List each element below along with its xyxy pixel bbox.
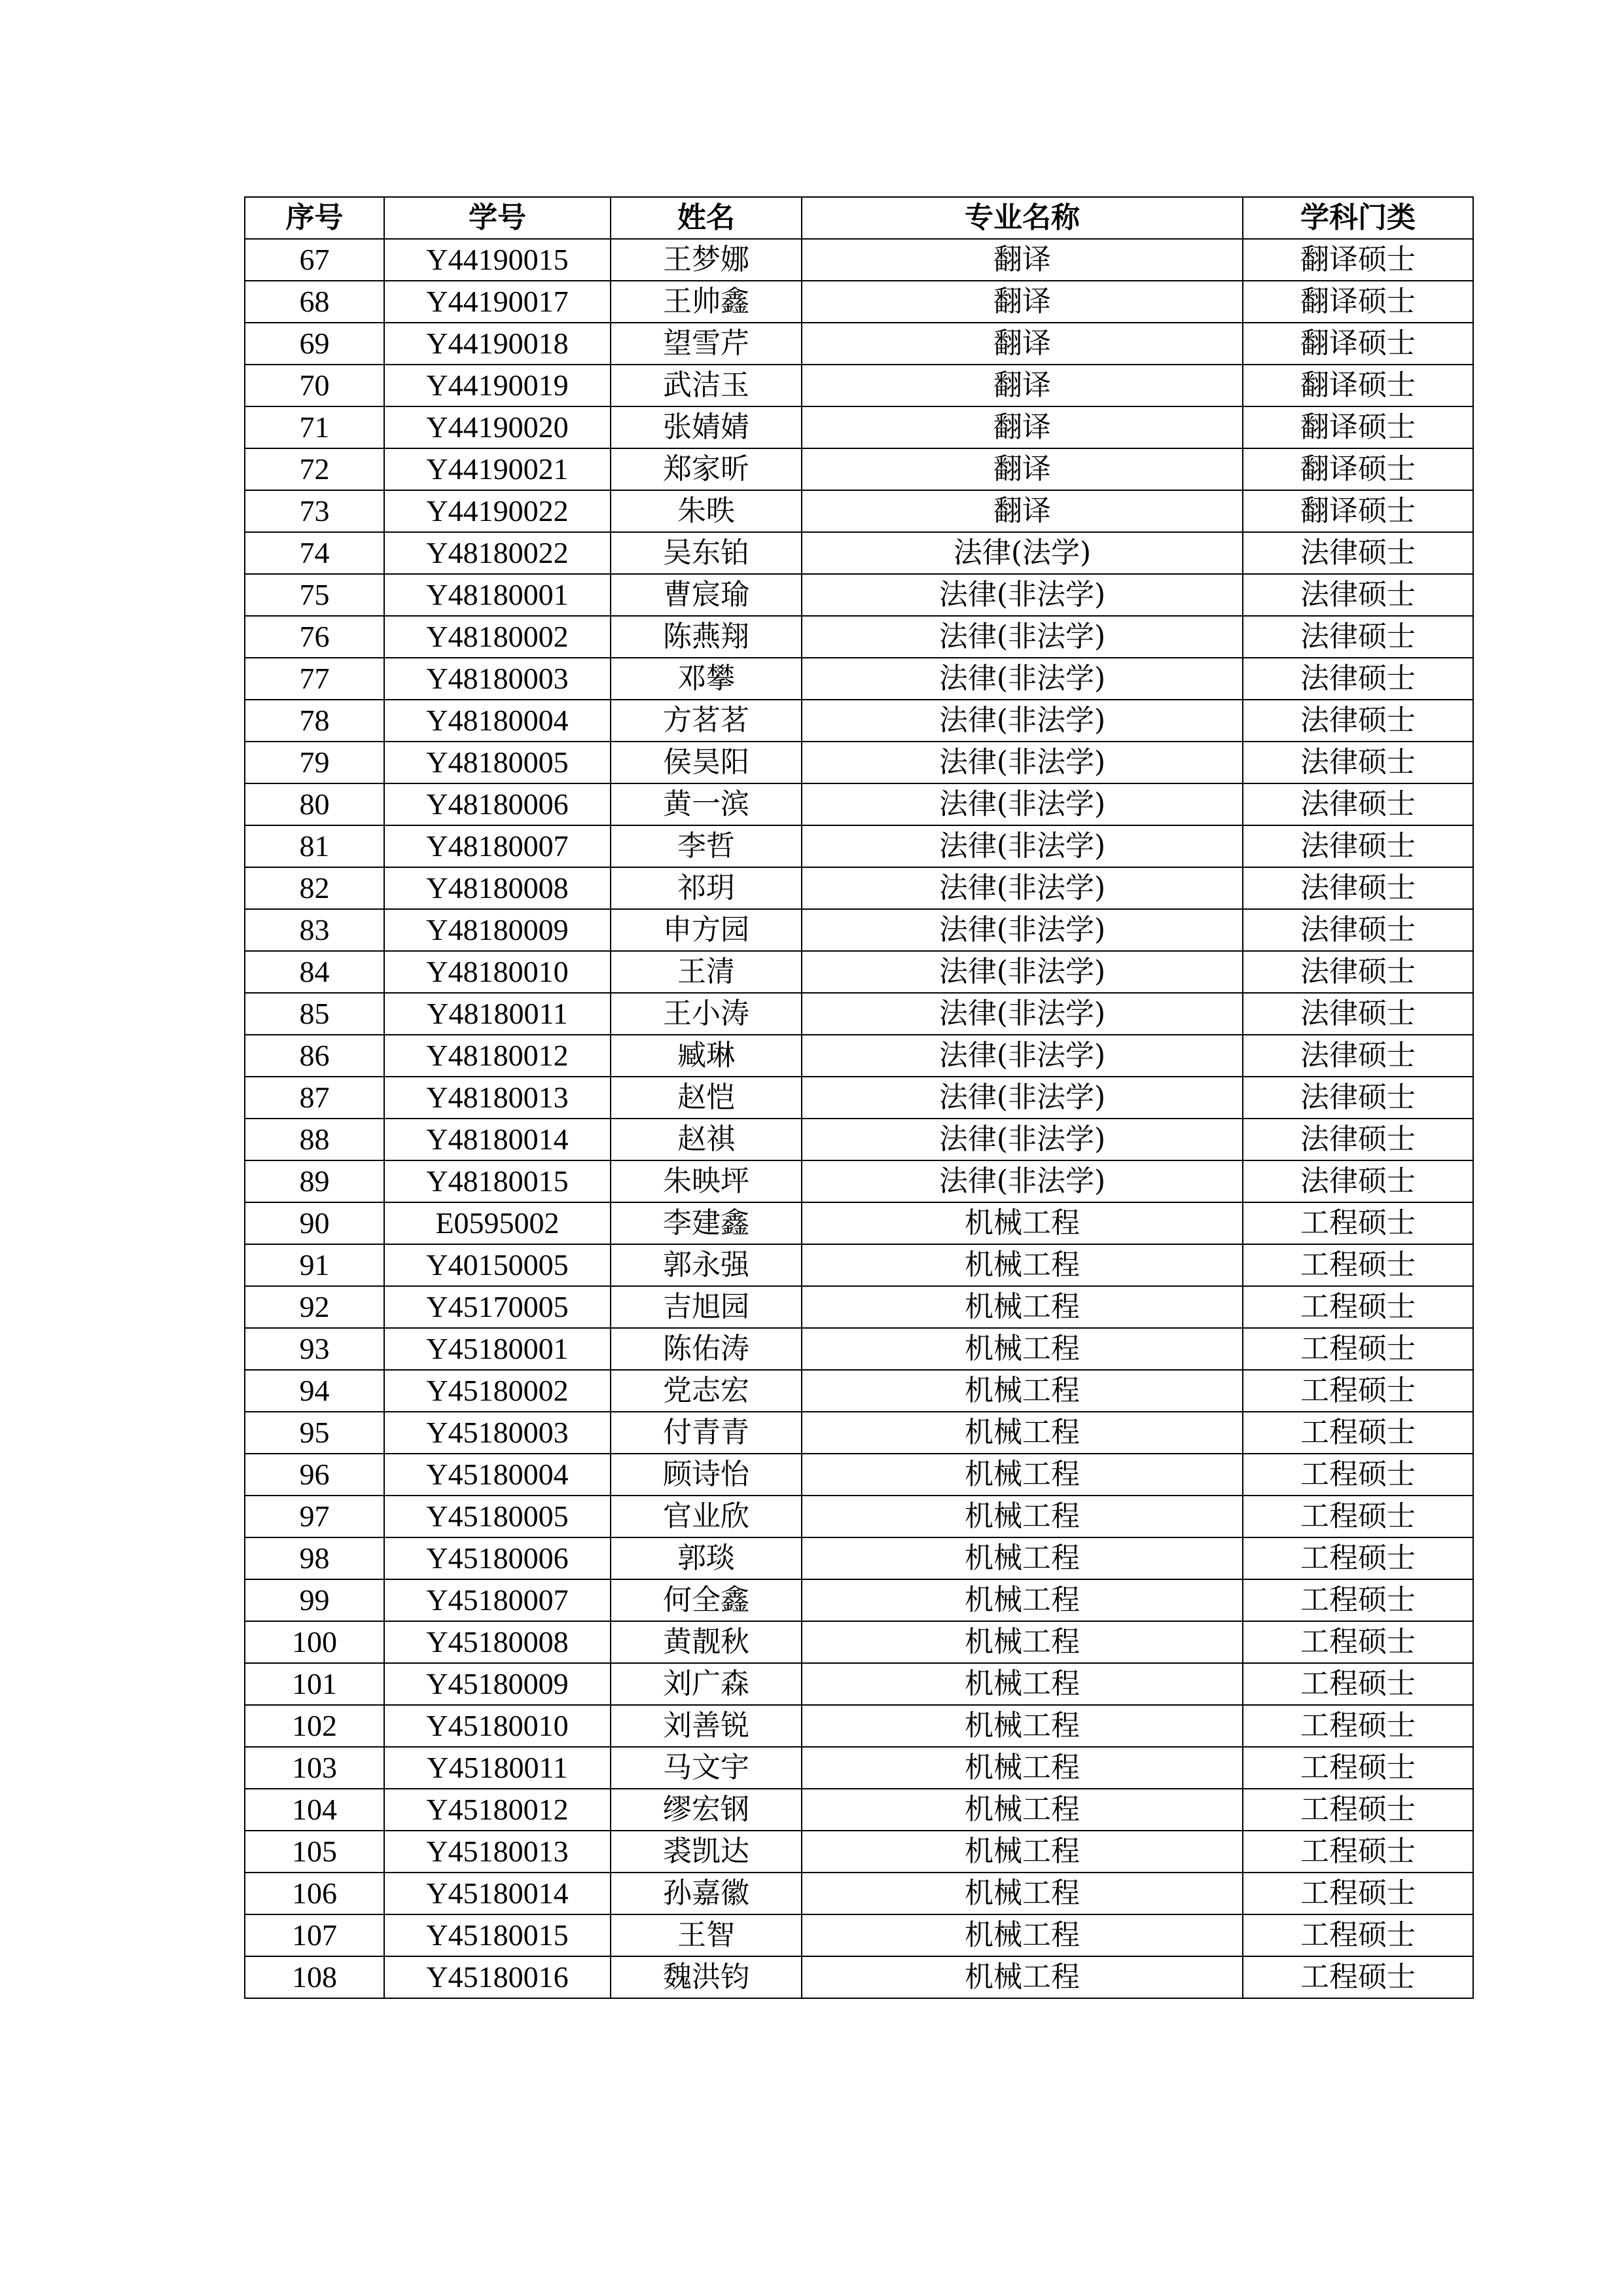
cell-serial-number: 106: [245, 1873, 384, 1914]
cell-major: 法律(非法学): [802, 1077, 1243, 1119]
cell-discipline: 工程硕士: [1243, 1244, 1473, 1286]
cell-student-id: Y45180007: [384, 1579, 611, 1621]
cell-discipline: 翻译硕士: [1243, 406, 1473, 448]
table-header: [245, 197, 1473, 239]
cell-major: 法律(非法学): [802, 783, 1243, 825]
cell-major: 翻译: [802, 281, 1243, 323]
cell-serial-number: 103: [245, 1747, 384, 1789]
cell-discipline: 工程硕士: [1243, 1747, 1473, 1789]
cell-serial-number: 89: [245, 1160, 384, 1202]
cell-student-id: Y48180014: [384, 1119, 611, 1160]
cell-student-id: Y45180014: [384, 1873, 611, 1914]
cell-major: 机械工程: [802, 1621, 1243, 1663]
cell-discipline: 法律硕士: [1243, 532, 1473, 574]
cell-name: 官业欣: [611, 1496, 802, 1537]
cell-student-id: Y44190015: [384, 239, 611, 281]
cell-major: 法律(法学): [802, 532, 1243, 574]
cell-discipline: 法律硕士: [1243, 783, 1473, 825]
cell-major: 翻译: [802, 323, 1243, 365]
cell-serial-number: 67: [245, 239, 384, 281]
cell-discipline: 工程硕士: [1243, 1202, 1473, 1244]
cell-discipline: 法律硕士: [1243, 616, 1473, 658]
cell-student-id: Y45180001: [384, 1328, 611, 1370]
cell-name: 陈佑涛: [611, 1328, 802, 1370]
cell-discipline: 翻译硕士: [1243, 448, 1473, 490]
header-major: 专业名称: [802, 197, 1243, 239]
cell-student-id: Y48180011: [384, 993, 611, 1035]
cell-discipline: 法律硕士: [1243, 867, 1473, 909]
cell-student-id: Y45180005: [384, 1496, 611, 1537]
cell-name: 刘广森: [611, 1663, 802, 1705]
cell-student-id: Y45180008: [384, 1621, 611, 1663]
cell-name: 张婧婧: [611, 406, 802, 448]
cell-name: 赵祺: [611, 1119, 802, 1160]
table-row: [245, 448, 1473, 490]
table-row: [245, 1412, 1473, 1454]
cell-name: 王小涛: [611, 993, 802, 1035]
cell-name: 祁玥: [611, 867, 802, 909]
table-row: [245, 1663, 1473, 1705]
table-row: [245, 1244, 1473, 1286]
table-row: [245, 1956, 1473, 1998]
student-roster-table: [244, 196, 1474, 1999]
cell-major: 机械工程: [802, 1914, 1243, 1956]
cell-student-id: Y48180015: [384, 1160, 611, 1202]
table-row: [245, 1286, 1473, 1328]
table-row: [245, 1454, 1473, 1496]
cell-student-id: Y48180005: [384, 742, 611, 783]
cell-discipline: 法律硕士: [1243, 909, 1473, 951]
cell-name: 李哲: [611, 825, 802, 867]
cell-major: 法律(非法学): [802, 1119, 1243, 1160]
header-student-id: 学号: [384, 197, 611, 239]
cell-serial-number: 68: [245, 281, 384, 323]
cell-serial-number: 102: [245, 1705, 384, 1747]
table-row: [245, 239, 1473, 281]
cell-major: 机械工程: [802, 1579, 1243, 1621]
cell-serial-number: 70: [245, 365, 384, 406]
cell-name: 缪宏钢: [611, 1789, 802, 1831]
cell-discipline: 翻译硕士: [1243, 239, 1473, 281]
cell-student-id: Y48180022: [384, 532, 611, 574]
cell-student-id: Y48180006: [384, 783, 611, 825]
cell-discipline: 翻译硕士: [1243, 281, 1473, 323]
cell-student-id: Y48180008: [384, 867, 611, 909]
cell-name: 侯昊阳: [611, 742, 802, 783]
cell-major: 法律(非法学): [802, 825, 1243, 867]
cell-serial-number: 94: [245, 1370, 384, 1412]
cell-serial-number: 81: [245, 825, 384, 867]
table-row: [245, 281, 1473, 323]
cell-major: 机械工程: [802, 1286, 1243, 1328]
cell-name: 郭永强: [611, 1244, 802, 1286]
table-row: [245, 1747, 1473, 1789]
table-row: [245, 700, 1473, 742]
cell-major: 机械工程: [802, 1496, 1243, 1537]
cell-discipline: 法律硕士: [1243, 1035, 1473, 1077]
cell-serial-number: 78: [245, 700, 384, 742]
table-row: [245, 323, 1473, 365]
table-row: [245, 365, 1473, 406]
cell-discipline: 工程硕士: [1243, 1956, 1473, 1998]
table-row: [245, 825, 1473, 867]
cell-student-id: Y45180012: [384, 1789, 611, 1831]
header-discipline: 学科门类: [1243, 197, 1473, 239]
cell-student-id: Y44190020: [384, 406, 611, 448]
cell-discipline: 法律硕士: [1243, 951, 1473, 993]
cell-serial-number: 79: [245, 742, 384, 783]
cell-major: 机械工程: [802, 1244, 1243, 1286]
cell-student-id: Y48180009: [384, 909, 611, 951]
cell-serial-number: 92: [245, 1286, 384, 1328]
table-row: [245, 406, 1473, 448]
table-row: [245, 1789, 1473, 1831]
cell-student-id: Y48180002: [384, 616, 611, 658]
cell-major: 机械工程: [802, 1747, 1243, 1789]
cell-discipline: 翻译硕士: [1243, 490, 1473, 532]
cell-name: 朱映坪: [611, 1160, 802, 1202]
cell-major: 法律(非法学): [802, 867, 1243, 909]
cell-name: 魏洪钧: [611, 1956, 802, 1998]
table-row: [245, 574, 1473, 616]
cell-serial-number: 108: [245, 1956, 384, 1998]
table-row: [245, 532, 1473, 574]
cell-discipline: 工程硕士: [1243, 1412, 1473, 1454]
cell-serial-number: 76: [245, 616, 384, 658]
cell-student-id: Y45180010: [384, 1705, 611, 1747]
table-row: [245, 1914, 1473, 1956]
cell-discipline: 工程硕士: [1243, 1831, 1473, 1873]
table-row: [245, 867, 1473, 909]
cell-serial-number: 90: [245, 1202, 384, 1244]
table-row: [245, 1035, 1473, 1077]
header-name: 姓名: [611, 197, 802, 239]
cell-serial-number: 86: [245, 1035, 384, 1077]
cell-student-id: Y48180010: [384, 951, 611, 993]
cell-student-id: Y48180001: [384, 574, 611, 616]
cell-name: 裘凯达: [611, 1831, 802, 1873]
cell-discipline: 法律硕士: [1243, 825, 1473, 867]
cell-major: 机械工程: [802, 1873, 1243, 1914]
cell-major: 法律(非法学): [802, 742, 1243, 783]
cell-major: 法律(非法学): [802, 993, 1243, 1035]
cell-discipline: 法律硕士: [1243, 993, 1473, 1035]
cell-major: 机械工程: [802, 1412, 1243, 1454]
table-row: [245, 1831, 1473, 1873]
cell-student-id: Y45180013: [384, 1831, 611, 1873]
cell-serial-number: 77: [245, 658, 384, 700]
cell-major: 机械工程: [802, 1537, 1243, 1579]
cell-student-id: Y44190019: [384, 365, 611, 406]
cell-name: 陈燕翔: [611, 616, 802, 658]
table-row: [245, 1496, 1473, 1537]
cell-student-id: Y48180004: [384, 700, 611, 742]
cell-serial-number: 101: [245, 1663, 384, 1705]
cell-discipline: 工程硕士: [1243, 1328, 1473, 1370]
cell-serial-number: 83: [245, 909, 384, 951]
cell-discipline: 工程硕士: [1243, 1496, 1473, 1537]
cell-name: 臧琳: [611, 1035, 802, 1077]
cell-serial-number: 87: [245, 1077, 384, 1119]
cell-major: 法律(非法学): [802, 658, 1243, 700]
cell-major: 法律(非法学): [802, 574, 1243, 616]
cell-student-id: Y44190022: [384, 490, 611, 532]
cell-name: 申方园: [611, 909, 802, 951]
cell-student-id: Y45180003: [384, 1412, 611, 1454]
table-row: [245, 1370, 1473, 1412]
cell-name: 方茗茗: [611, 700, 802, 742]
cell-name: 邓攀: [611, 658, 802, 700]
cell-student-id: Y44190018: [384, 323, 611, 365]
cell-major: 翻译: [802, 239, 1243, 281]
table-row: [245, 783, 1473, 825]
cell-student-id: Y45180015: [384, 1914, 611, 1956]
table-row: [245, 993, 1473, 1035]
cell-major: 翻译: [802, 490, 1243, 532]
cell-name: 吉旭园: [611, 1286, 802, 1328]
cell-serial-number: 74: [245, 532, 384, 574]
cell-serial-number: 84: [245, 951, 384, 993]
cell-name: 郑家昕: [611, 448, 802, 490]
cell-serial-number: 88: [245, 1119, 384, 1160]
cell-major: 法律(非法学): [802, 616, 1243, 658]
cell-student-id: Y40150005: [384, 1244, 611, 1286]
cell-name: 王梦娜: [611, 239, 802, 281]
table-row: [245, 616, 1473, 658]
cell-major: 翻译: [802, 448, 1243, 490]
cell-major: 机械工程: [802, 1831, 1243, 1873]
cell-serial-number: 104: [245, 1789, 384, 1831]
cell-major: 法律(非法学): [802, 909, 1243, 951]
cell-discipline: 工程硕士: [1243, 1537, 1473, 1579]
cell-name: 马文宇: [611, 1747, 802, 1789]
table-row: [245, 490, 1473, 532]
cell-discipline: 法律硕士: [1243, 1077, 1473, 1119]
cell-student-id: Y45180009: [384, 1663, 611, 1705]
cell-serial-number: 73: [245, 490, 384, 532]
cell-name: 顾诗怡: [611, 1454, 802, 1496]
cell-serial-number: 80: [245, 783, 384, 825]
cell-discipline: 法律硕士: [1243, 700, 1473, 742]
table-row: [245, 1537, 1473, 1579]
cell-serial-number: 91: [245, 1244, 384, 1286]
cell-serial-number: 97: [245, 1496, 384, 1537]
cell-student-id: Y48180007: [384, 825, 611, 867]
cell-major: 翻译: [802, 365, 1243, 406]
cell-major: 法律(非法学): [802, 1035, 1243, 1077]
cell-name: 何全鑫: [611, 1579, 802, 1621]
cell-student-id: Y44190017: [384, 281, 611, 323]
cell-name: 王智: [611, 1914, 802, 1956]
table-row: [245, 1873, 1473, 1914]
table-row: [245, 1579, 1473, 1621]
table-row: [245, 1119, 1473, 1160]
cell-serial-number: 82: [245, 867, 384, 909]
cell-serial-number: 72: [245, 448, 384, 490]
cell-discipline: 法律硕士: [1243, 742, 1473, 783]
cell-major: 机械工程: [802, 1202, 1243, 1244]
cell-serial-number: 98: [245, 1537, 384, 1579]
cell-serial-number: 85: [245, 993, 384, 1035]
cell-major: 机械工程: [802, 1328, 1243, 1370]
cell-major: 法律(非法学): [802, 700, 1243, 742]
cell-name: 望雪芹: [611, 323, 802, 365]
cell-name: 刘善锐: [611, 1705, 802, 1747]
cell-name: 吴东铂: [611, 532, 802, 574]
cell-name: 朱昳: [611, 490, 802, 532]
cell-student-id: Y48180012: [384, 1035, 611, 1077]
cell-serial-number: 99: [245, 1579, 384, 1621]
cell-name: 王帅鑫: [611, 281, 802, 323]
table-body: [245, 239, 1473, 1998]
cell-discipline: 法律硕士: [1243, 574, 1473, 616]
table-row: [245, 909, 1473, 951]
cell-serial-number: 69: [245, 323, 384, 365]
cell-name: 曹宸瑜: [611, 574, 802, 616]
cell-major: 翻译: [802, 406, 1243, 448]
cell-student-id: Y48180003: [384, 658, 611, 700]
cell-serial-number: 100: [245, 1621, 384, 1663]
table-row: [245, 1328, 1473, 1370]
cell-serial-number: 95: [245, 1412, 384, 1454]
cell-name: 武洁玉: [611, 365, 802, 406]
cell-name: 黄靓秋: [611, 1621, 802, 1663]
cell-discipline: 工程硕士: [1243, 1454, 1473, 1496]
cell-student-id: Y48180013: [384, 1077, 611, 1119]
cell-discipline: 法律硕士: [1243, 1119, 1473, 1160]
cell-major: 机械工程: [802, 1454, 1243, 1496]
cell-student-id: Y45180006: [384, 1537, 611, 1579]
cell-major: 机械工程: [802, 1705, 1243, 1747]
cell-major: 法律(非法学): [802, 951, 1243, 993]
cell-major: 机械工程: [802, 1663, 1243, 1705]
cell-student-id: Y45170005: [384, 1286, 611, 1328]
cell-student-id: Y45180004: [384, 1454, 611, 1496]
cell-student-id: Y45180016: [384, 1956, 611, 1998]
cell-serial-number: 75: [245, 574, 384, 616]
cell-name: 李建鑫: [611, 1202, 802, 1244]
table-row: [245, 1202, 1473, 1244]
table-row: [245, 1077, 1473, 1119]
cell-student-id: Y45180011: [384, 1747, 611, 1789]
cell-discipline: 工程硕士: [1243, 1286, 1473, 1328]
cell-name: 赵恺: [611, 1077, 802, 1119]
cell-discipline: 工程硕士: [1243, 1663, 1473, 1705]
cell-major: 机械工程: [802, 1789, 1243, 1831]
cell-discipline: 法律硕士: [1243, 1160, 1473, 1202]
header-serial-number: 序号: [245, 197, 384, 239]
header-row: [245, 197, 1473, 239]
cell-discipline: 工程硕士: [1243, 1370, 1473, 1412]
table-row: [245, 1621, 1473, 1663]
cell-discipline: 法律硕士: [1243, 658, 1473, 700]
cell-major: 机械工程: [802, 1370, 1243, 1412]
cell-name: 付青青: [611, 1412, 802, 1454]
cell-name: 黄一滨: [611, 783, 802, 825]
cell-serial-number: 93: [245, 1328, 384, 1370]
cell-name: 郭琰: [611, 1537, 802, 1579]
table-row: [245, 951, 1473, 993]
cell-name: 王清: [611, 951, 802, 993]
cell-discipline: 工程硕士: [1243, 1873, 1473, 1914]
cell-student-id: Y44190021: [384, 448, 611, 490]
cell-discipline: 工程硕士: [1243, 1705, 1473, 1747]
cell-discipline: 翻译硕士: [1243, 323, 1473, 365]
cell-serial-number: 107: [245, 1914, 384, 1956]
cell-discipline: 工程硕士: [1243, 1789, 1473, 1831]
cell-name: 党志宏: [611, 1370, 802, 1412]
cell-serial-number: 71: [245, 406, 384, 448]
table-row: [245, 1160, 1473, 1202]
cell-major: 法律(非法学): [802, 1160, 1243, 1202]
cell-discipline: 翻译硕士: [1243, 365, 1473, 406]
cell-serial-number: 105: [245, 1831, 384, 1873]
table-row: [245, 742, 1473, 783]
cell-serial-number: 96: [245, 1454, 384, 1496]
table-row: [245, 658, 1473, 700]
table-row: [245, 1705, 1473, 1747]
cell-student-id: Y45180002: [384, 1370, 611, 1412]
cell-name: 孙嘉徽: [611, 1873, 802, 1914]
cell-major: 机械工程: [802, 1956, 1243, 1998]
cell-discipline: 工程硕士: [1243, 1914, 1473, 1956]
cell-discipline: 工程硕士: [1243, 1621, 1473, 1663]
cell-discipline: 工程硕士: [1243, 1579, 1473, 1621]
cell-student-id: E0595002: [384, 1202, 611, 1244]
